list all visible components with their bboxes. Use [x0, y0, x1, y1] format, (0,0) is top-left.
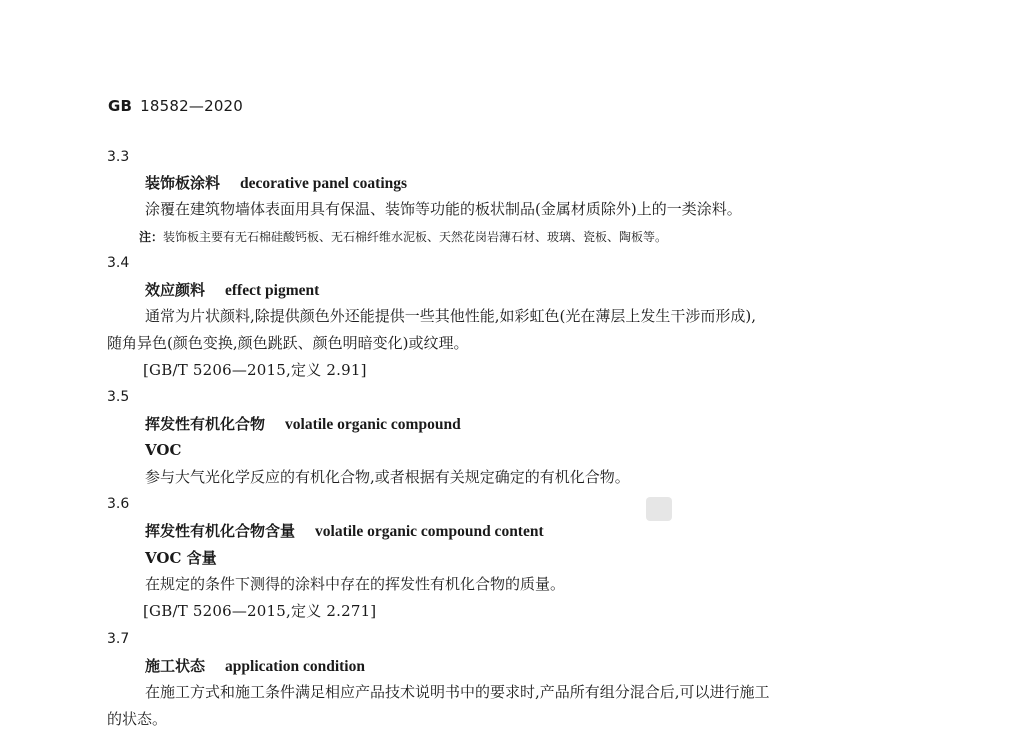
- standard-header: [108, 99, 243, 114]
- definition-3-5: 参与大气光化学反应的有机化合物,或者根据有关规定确定的有机化合物。: [145, 468, 630, 486]
- term-english: decorative panel coatings: [240, 175, 408, 192]
- note-text: 装饰板主要有无石棉硅酸钙板、无石棉纤维水泥板、天然花岗岩薄石材、玻璃、瓷板、陶板等。: [163, 230, 668, 244]
- term-3-3: [145, 176, 407, 192]
- abbreviation-3-5: VOC: [145, 441, 182, 459]
- source-reference-3-6: [GB/T 5206—2015,定义 2.271]: [143, 602, 377, 620]
- term-3-4: [145, 283, 319, 299]
- note-3-3: [139, 231, 667, 243]
- definition-3-7-line-2: 的状态。: [107, 710, 168, 728]
- term-3-5: [145, 417, 461, 433]
- definition-3-6: 在规定的条件下测得的涂料中存在的挥发性有机化合物的质量。: [145, 575, 566, 593]
- term-3-6: [145, 524, 544, 540]
- term-chinese: 挥发性有机化合物: [145, 415, 266, 433]
- clause-number-3-6: 3.6: [107, 496, 130, 512]
- clause-number-3-5: 3.5: [107, 389, 130, 405]
- definition-3-3: 涂覆在建筑物墙体表面用具有保温、装饰等功能的板状制品(金属材质除外)上的一类涂料。: [145, 200, 742, 218]
- term-english: effect pigment: [225, 282, 320, 299]
- term-chinese: 施工状态: [145, 657, 206, 675]
- term-chinese: 效应颜料: [145, 281, 206, 299]
- clause-number-3-3: 3.3: [107, 149, 130, 165]
- term-english: application condition: [225, 658, 365, 675]
- standard-prefix: GB: [108, 97, 133, 115]
- term-chinese: 挥发性有机化合物含量: [145, 522, 296, 540]
- term-3-7: [145, 659, 365, 675]
- note-label: 注：: [139, 230, 164, 244]
- clause-number-3-7: 3.7: [107, 631, 130, 647]
- scan-blemish: [646, 497, 672, 521]
- definition-3-4-line-1: 通常为片状颜料,除提供颜色外还能提供一些其他性能,如彩虹色(光在薄层上发生干涉而形成),: [145, 307, 757, 325]
- standard-code: 18582—2020: [140, 97, 244, 115]
- clause-number-3-4: 3.4: [107, 255, 130, 271]
- term-chinese: 装饰板涂料: [145, 174, 221, 192]
- definition-3-4-line-2: 随角异色(颜色变换,颜色跳跃、颜色明暗变化)或纹理。: [107, 334, 469, 352]
- term-english: volatile organic compound content: [315, 523, 544, 540]
- abbreviation-3-6: VOC 含量: [145, 549, 217, 567]
- definition-3-7-line-1: 在施工方式和施工条件满足相应产品技术说明书中的要求时,产品所有组分混合后,可以进行施工: [145, 683, 770, 701]
- source-reference-3-4: [GB/T 5206—2015,定义 2.91]: [143, 361, 367, 379]
- term-english: volatile organic compound: [285, 416, 461, 433]
